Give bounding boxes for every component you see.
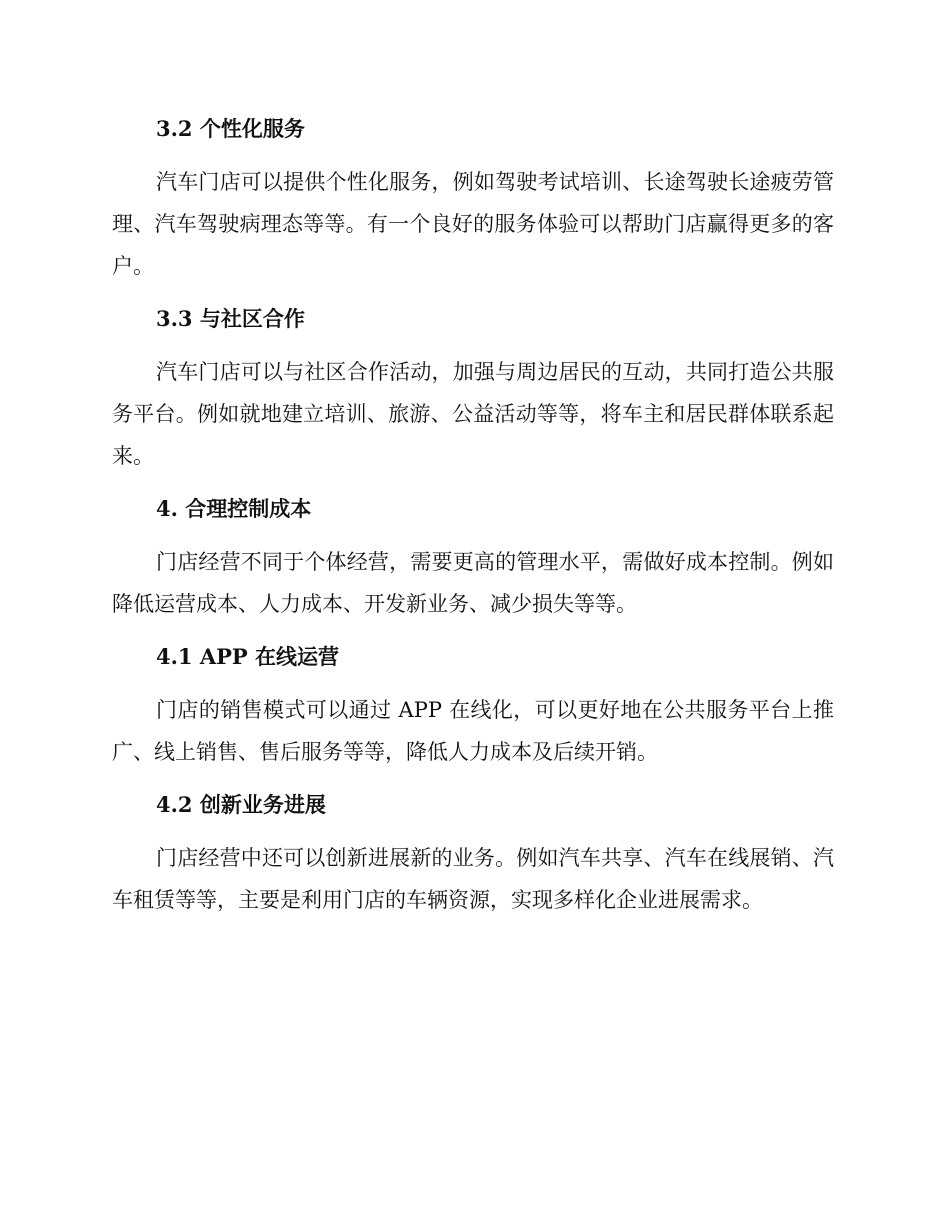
section-heading-4-1: 4.1 APP 在线运营 xyxy=(156,644,340,669)
section-heading-4-2: 4.2 创新业务进展 xyxy=(156,792,326,817)
section-paragraph-3-2: 汽车门店可以提供个性化服务，例如驾驶考试培训、长途驾驶长途疲劳管理、汽车驾驶病理态等等。有一个良好的服务体验可以帮助门店赢得更多的客户。 xyxy=(112,170,834,278)
document-body xyxy=(112,108,834,921)
section-heading-3-2: 3.2 个性化服务 xyxy=(156,116,305,141)
section-paragraph-4-2: 门店经营中还可以创新进展新的业务。例如汽车共享、汽车在线展销、汽车租赁等等，主要是利用门店的车辆资源，实现多样化企业进展需求。 xyxy=(112,846,834,912)
section-paragraph-4: 门店经营不同于个体经营，需要更高的管理水平，需做好成本控制。例如降低运营成本、人力成本、开发新业务、减少损失等等。 xyxy=(112,550,834,616)
section-heading-4: 4. 合理控制成本 xyxy=(156,496,312,521)
section-heading-3-3: 3.3 与社区合作 xyxy=(156,306,305,331)
section-paragraph-3-3: 汽车门店可以与社区合作活动，加强与周边居民的互动，共同打造公共服务平台。例如就地建立培训、旅游、公益活动等等，将车主和居民群体联系起来。 xyxy=(112,360,834,468)
section-paragraph-4-1: 门店的销售模式可以通过 APP 在线化，可以更好地在公共服务平台上推广、线上销售、售后服务等等，降低人力成本及后续开销。 xyxy=(112,698,834,764)
